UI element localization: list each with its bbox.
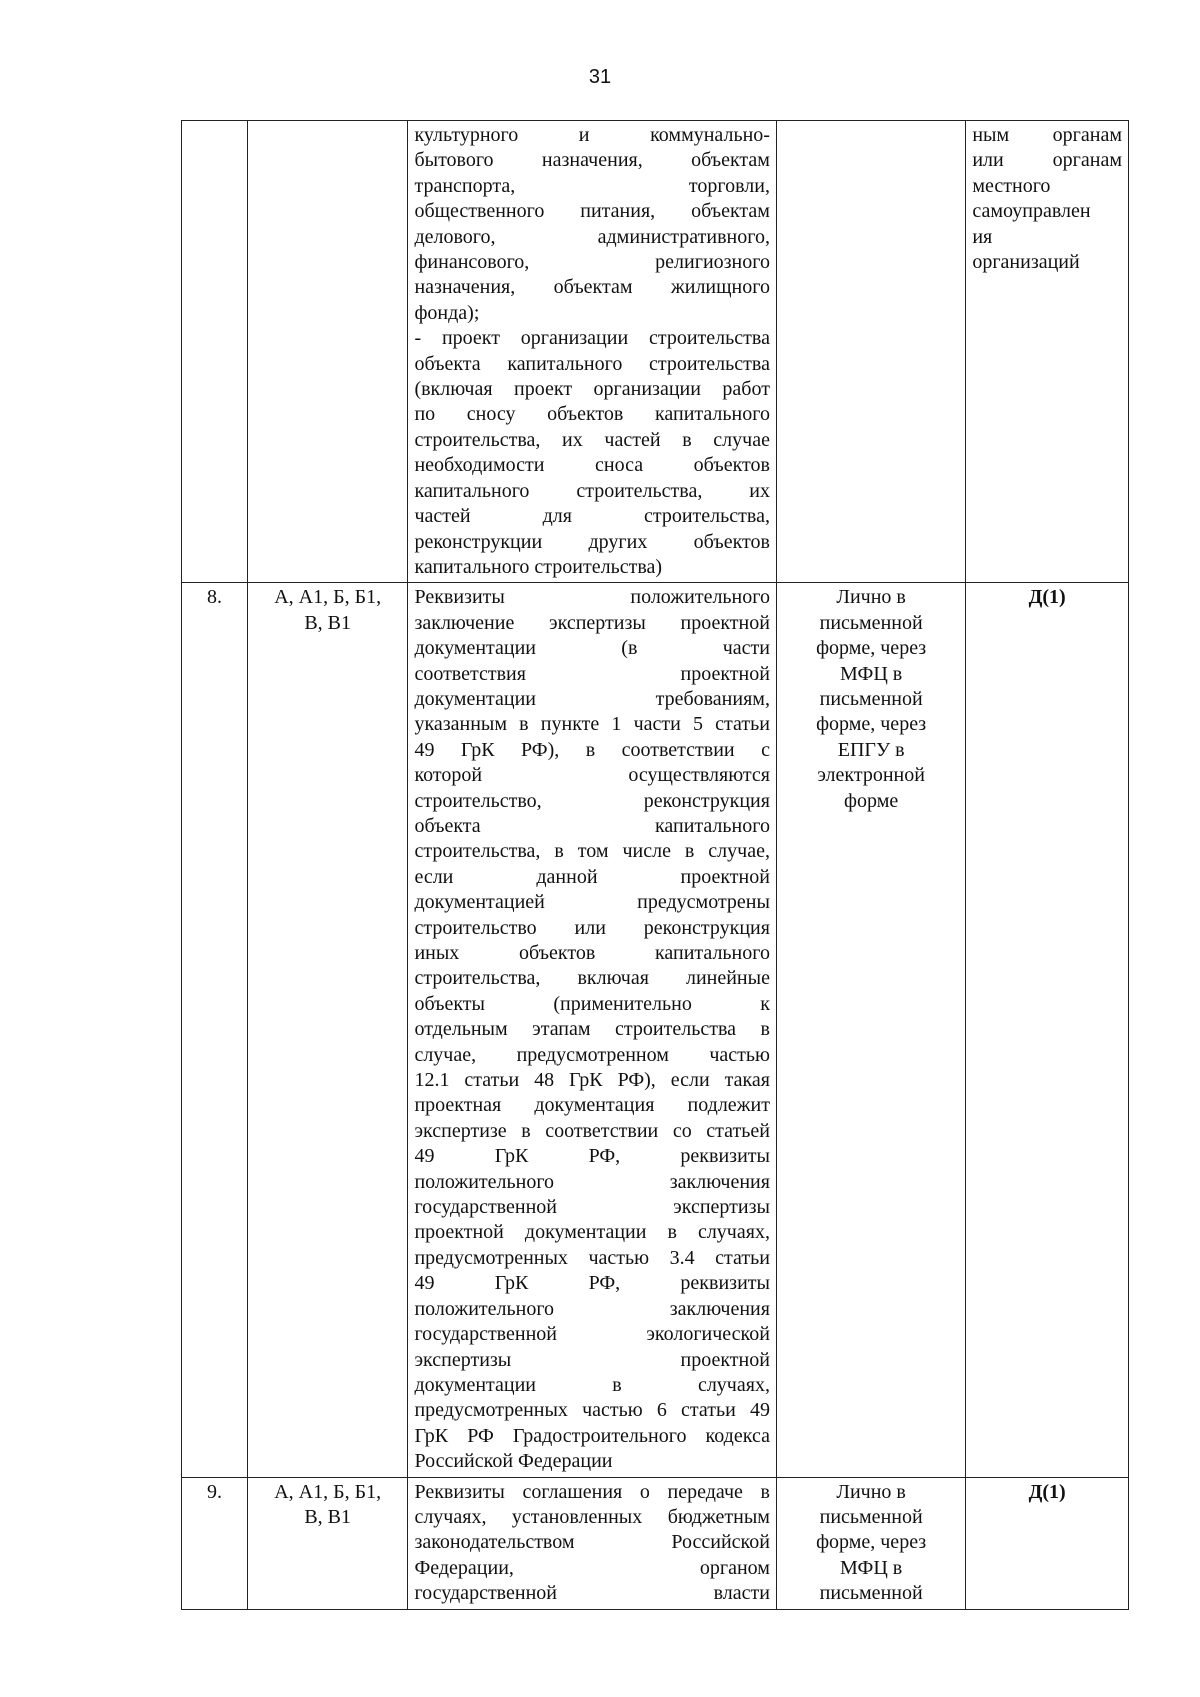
text-line: строительства, включая линейные [414, 967, 770, 990]
text-line: документации в случаях, [414, 1373, 770, 1396]
document-description-cell [408, 583, 777, 1477]
text-line: указанным в пункте 1 части 5 статьи [414, 713, 770, 736]
text-line: форме, через [816, 637, 927, 660]
text-line: местного [972, 174, 1051, 197]
document-description-cell [408, 121, 777, 583]
text-line: объекта капитального [414, 814, 770, 837]
text-line: ЕПГУ в [837, 738, 905, 761]
submission-method-cell [776, 1477, 965, 1609]
text-line: культурного и коммунально- [414, 124, 770, 146]
requirement-code-cell: Д(1) [966, 1477, 1129, 1609]
text-line: 49 ГрК РФ), в соответствии с [414, 738, 770, 761]
text-line: транспорта, торговли, [414, 174, 770, 197]
text-line: если данной проектной [414, 865, 770, 888]
requirement-note-cell [966, 121, 1129, 583]
text-line: Российской Федерации [414, 1450, 613, 1473]
text-line: МФЦ в [840, 1556, 903, 1579]
text-line: государственной власти [414, 1582, 770, 1605]
text-line: общественного питания, объектам [414, 200, 770, 223]
text-line: Реквизиты положительного [414, 586, 770, 609]
text-line: положительного заключения [414, 1297, 770, 1320]
text-line: самоуправлен [972, 200, 1091, 223]
text-line: положительного заключения [414, 1170, 770, 1193]
text-line: объекты (применительно к [414, 992, 770, 1015]
text-line: ным органам [972, 124, 1122, 146]
text-line: МФЦ в [840, 662, 903, 685]
text-line: Федерации, органом [414, 1556, 770, 1579]
text-line: форме [844, 789, 899, 812]
text-line: необходимости сноса объектов [414, 454, 770, 477]
applicant-groups-cell [247, 583, 408, 1477]
text-line: бытового назначения, объектам [414, 149, 770, 172]
text-line: Лично в [836, 586, 906, 609]
text-line: 49 ГрК РФ, реквизиты [414, 1145, 770, 1168]
text-line: письменной [819, 687, 923, 710]
text-line: письменной [819, 1505, 923, 1528]
page-number: 31 [588, 66, 612, 88]
applicant-groups-cell [247, 121, 408, 583]
text-line: В, В1 [304, 1505, 351, 1528]
text-line: объекта капитального строительства [414, 352, 770, 375]
text-line: письменной [819, 1582, 923, 1605]
text-line: электронной [817, 764, 925, 787]
text-line: иных объектов капитального [414, 942, 770, 964]
row-number-cell [182, 121, 248, 583]
text-line: документации (в части [414, 637, 770, 660]
text-line: (включая проект организации работ [414, 378, 770, 401]
text-line: капитального строительства) [414, 555, 663, 578]
text-line: ГрК РФ Градостроительного кодекса [414, 1424, 770, 1447]
text-line: Лично в [836, 1480, 906, 1503]
text-line: письменной [819, 611, 923, 634]
text-line: или органам [972, 149, 1122, 172]
text-line: 49 ГрК РФ, реквизиты [414, 1272, 770, 1295]
text-line: заключение экспертизы проектной [414, 611, 770, 634]
text-line: проектной документации в случаях, [414, 1221, 770, 1244]
submission-method-cell [776, 583, 965, 1477]
text-line: организаций [972, 251, 1080, 274]
text-line: капитального строительства, их [414, 479, 770, 502]
text-line: государственной экологической [414, 1323, 770, 1346]
text-line: случаях, установленных бюджетным [414, 1505, 770, 1528]
text-line: реконструкции других объектов [414, 530, 770, 553]
text-line: А, А1, Б, Б1, [274, 1480, 382, 1503]
text-line: которой осуществляются [414, 764, 770, 787]
requirement-code-cell: Д(1) [966, 583, 1129, 1477]
text-line: экспертизы проектной [414, 1348, 770, 1371]
table-row [182, 1477, 1129, 1609]
text-line: финансового, религиозного [414, 251, 770, 274]
text-line: по сносу объектов капитального [414, 403, 770, 426]
table-row [182, 583, 1129, 1477]
text-line: частей для строительства, [414, 505, 770, 528]
text-line: проектная документация подлежит [414, 1094, 770, 1117]
text-line: форме, через [816, 1531, 927, 1554]
text-line: - проект организации строительства [414, 327, 770, 350]
text-line: ия [972, 225, 993, 248]
text-line: отдельным этапам строительства в [414, 1018, 770, 1041]
text-line: законодательством Российской [414, 1531, 770, 1554]
applicant-groups-cell [247, 1477, 408, 1609]
text-line: фонда); [414, 301, 480, 324]
text-line: В, В1 [304, 611, 351, 634]
text-line: делового, административного, [414, 225, 770, 248]
text-line: документации требованиям, [414, 687, 770, 710]
text-line: 12.1 статьи 48 ГрК РФ), если такая [414, 1069, 770, 1092]
text-line: Реквизиты соглашения о передаче в [414, 1480, 770, 1503]
table-row [182, 121, 1129, 583]
submission-method-cell [776, 121, 965, 583]
text-line: строительства, их частей в случае [414, 428, 770, 451]
row-number-cell: 9. [182, 1477, 248, 1609]
text-line: строительство или реконструкция [414, 916, 770, 939]
text-line: экспертизе в соответствии со статьей [414, 1119, 770, 1142]
row-number-cell: 8. [182, 583, 248, 1477]
requirements-table [181, 120, 1129, 1610]
text-line: строительства, в том числе в случае, [414, 840, 770, 863]
text-line: документацией предусмотрены [414, 891, 770, 914]
text-line: строительство, реконструкция [414, 789, 770, 812]
text-line: соответствия проектной [414, 662, 770, 685]
text-line: предусмотренных частью 3.4 статьи [414, 1246, 770, 1269]
text-line: случае, предусмотренном частью [414, 1043, 770, 1066]
text-line: А, А1, Б, Б1, [274, 586, 382, 609]
text-line: государственной экспертизы [414, 1196, 770, 1219]
document-description-cell [408, 1477, 777, 1609]
text-line: предусмотренных частью 6 статьи 49 [414, 1399, 770, 1422]
text-line: назначения, объектам жилищного [414, 276, 770, 299]
text-line: форме, через [816, 713, 927, 736]
